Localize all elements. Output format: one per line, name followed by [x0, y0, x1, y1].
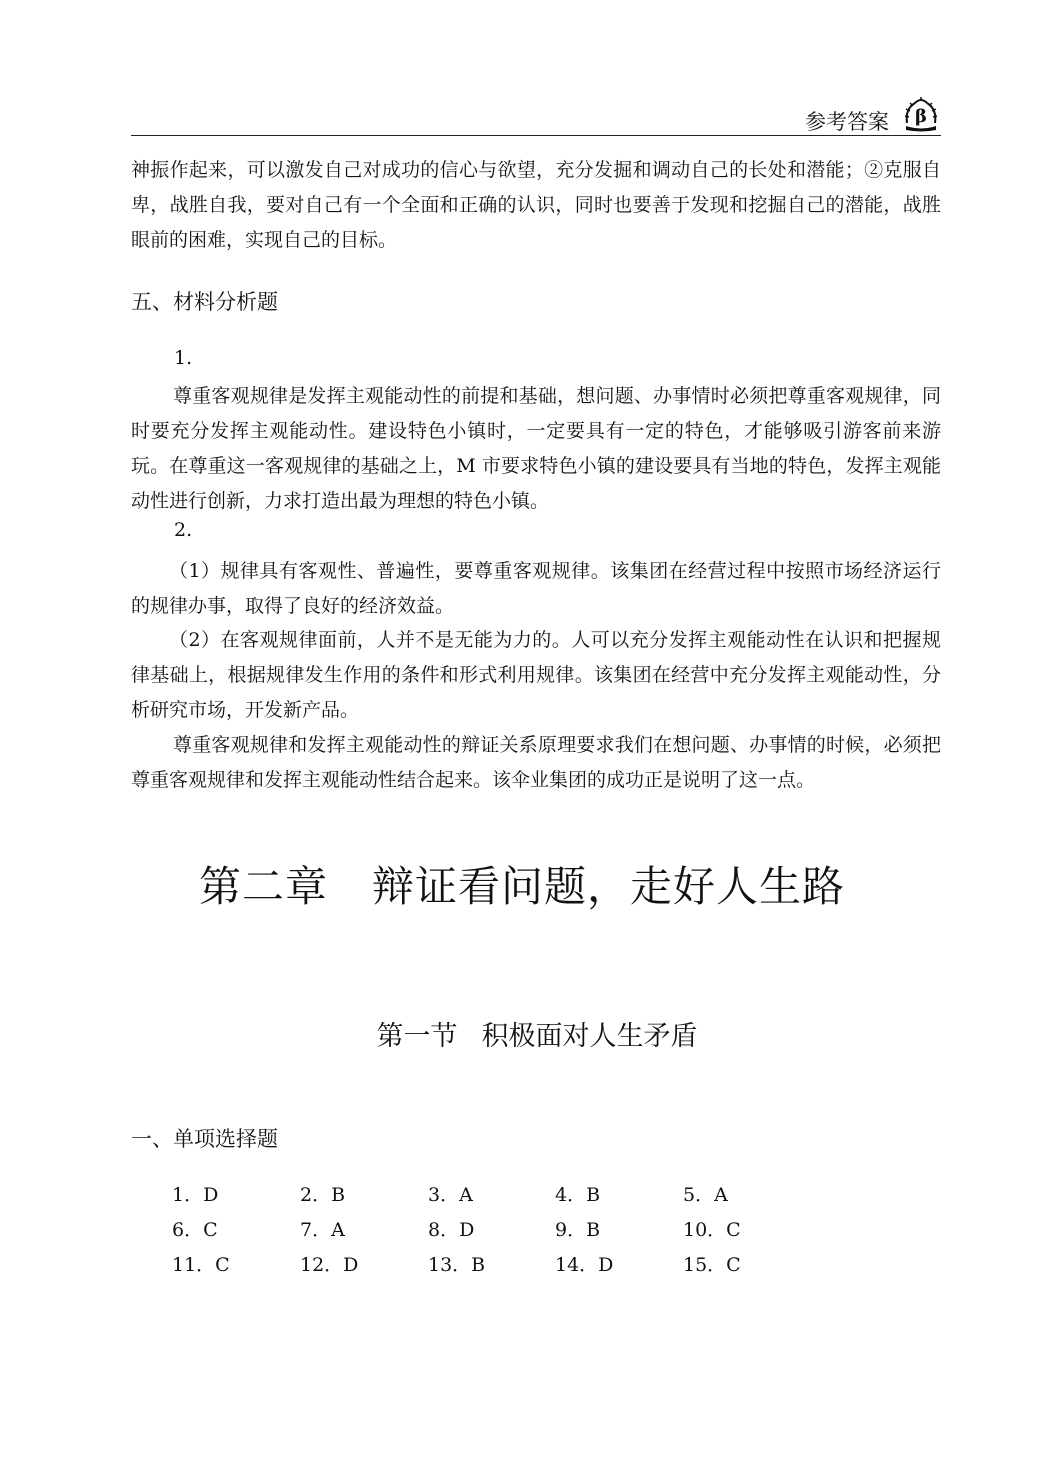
answer-item: 6．C	[172, 1219, 218, 1241]
answer-item: 12．D	[300, 1254, 359, 1276]
svg-text:β: β	[915, 106, 927, 127]
chapter-number: 第二章	[198, 862, 328, 911]
section-number: 第一节	[376, 1021, 458, 1052]
answer-row	[172, 1180, 872, 1215]
answer-row	[172, 1250, 872, 1285]
page-header	[131, 95, 941, 136]
answer-part-1: （1）规律具有客观性、普遍性，要尊重客观规律。该集团在经营过程中按照市场经济运行的规律办事，取得了良好的经济效益。	[131, 560, 941, 617]
answer-paragraph-1: 尊重客观规律是发挥主观能动性的前提和基础，想问题、办事情时必须把尊重客观规律，同时要充分发挥主观能动性。建设特色小镇时，一定要具有一定的特色，才能够吸引游客前来游玩。在尊重这一客观规律的基础之上，M 市要求特色小镇的建设要具有当地的特色，发挥主观能动性进行创新，力求打造出最为理想的特色小镇。	[131, 385, 941, 512]
answer-conclusion: 尊重客观规律和发挥主观能动性的辩证关系原理要求我们在想问题、办事情的时候，必须把尊重客观规律和发挥主观能动性结合起来。该伞业集团的成功正是说明了这一点。	[131, 734, 941, 791]
answer-item: 13．B	[428, 1254, 486, 1276]
answer-grid	[172, 1180, 872, 1285]
continuation-paragraph: 神振作起来，可以激发自己对成功的信心与欲望，充分发掘和调动自己的长处和潜能；②克服自卑，战胜自我，要对自己有一个全面和正确的认识，同时也要善于发现和挖掘自己的潜能，战胜眼前的困难，实现自己的目标。	[131, 159, 941, 251]
chapter-title	[0, 854, 1044, 914]
answer-item: 7．A	[300, 1219, 345, 1241]
answer-part-2: （2）在客观规律面前，人并不是无能为力的。人可以充分发挥主观能动性在认识和把握规律基础上，根据规律发生作用的条件和形式利用规律。该集团在经营中充分发挥主观能动性，分析研究市场，开发新产品。	[131, 629, 941, 721]
answer-item: 15．C	[683, 1254, 741, 1276]
chapter-name: 辩证看问题，走好人生路	[372, 862, 846, 911]
answer-item: 5．A	[683, 1184, 728, 1206]
answer-item: 9．B	[555, 1219, 601, 1241]
answer-item: 2．B	[300, 1184, 346, 1206]
answer-item: 4．B	[555, 1184, 601, 1206]
answer-row	[172, 1215, 872, 1250]
section-heading-single-choice: 一、单项选择题	[131, 1127, 278, 1151]
section-heading-material-analysis: 五、材料分析题	[131, 290, 278, 314]
answer-item: 8．D	[428, 1219, 475, 1241]
section-name: 积极面对人生矛盾	[481, 1021, 698, 1052]
answer-item: 1．D	[172, 1184, 219, 1206]
answer-item: 3．A	[428, 1184, 473, 1206]
answer-item: 11．C	[172, 1254, 230, 1276]
book-emblem-icon	[901, 95, 941, 133]
header-title: 参考答案	[805, 110, 889, 134]
section-title	[0, 1014, 1044, 1053]
question-number-1: 1.	[174, 347, 193, 369]
answer-item: 10．C	[683, 1219, 741, 1241]
answer-item: 14．D	[555, 1254, 614, 1276]
question-number-2: 2.	[174, 519, 193, 541]
